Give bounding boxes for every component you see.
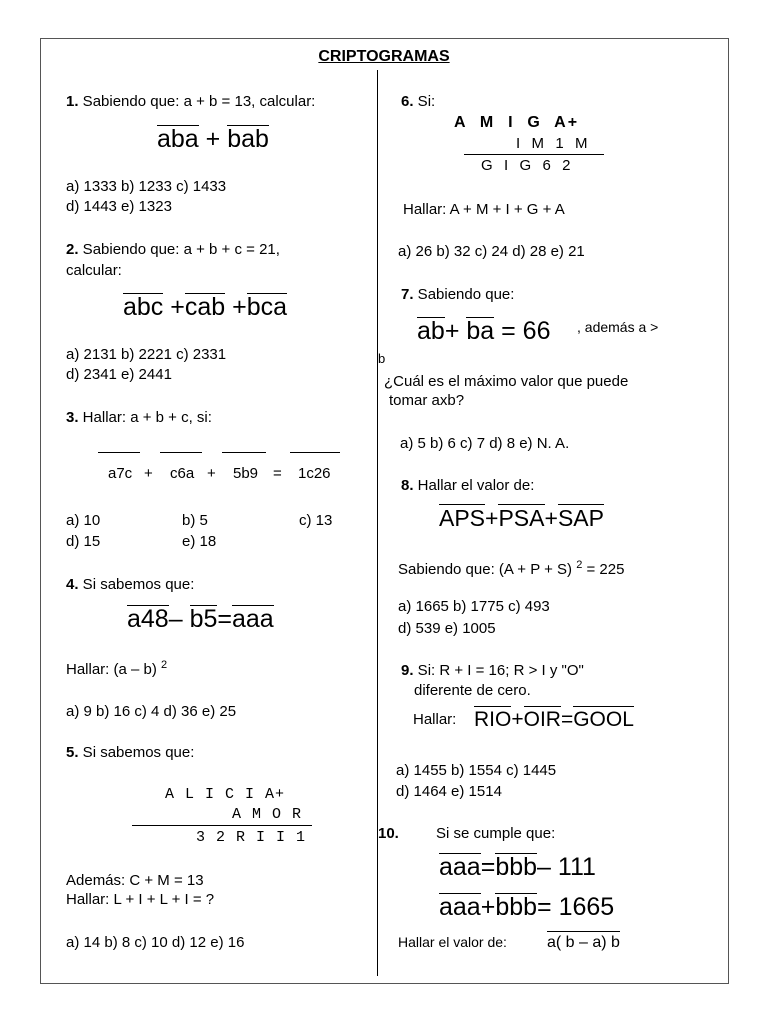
problem-2-options-row-1: a) 2131 b) 2221 c) 2331: [66, 346, 227, 363]
problem-4-statement: 4. Si sabemos que:: [66, 576, 195, 593]
problem-4-expression: a48– b5=aaa: [127, 605, 274, 633]
problem-10-statement: Si se cumple que:: [436, 825, 556, 842]
problem-6-statement: 6. Si:: [401, 93, 436, 110]
problem-7-options: a) 5 b) 6 c) 7 d) 8 e) N. A.: [400, 435, 570, 452]
problem-9-options-row-1: a) 1455 b) 1554 c) 1445: [396, 762, 557, 779]
problem-1-statement: 1. Sabiendo que: a + b = 13, calcular:: [66, 93, 316, 110]
problem-8-given: Sabiendo que: (A + P + S) $^2$ = 225: [398, 559, 625, 578]
problem-8-statement: 8. Hallar el valor de:: [401, 477, 535, 494]
problem-1-options-row-2: d) 1443 e) 1323: [66, 198, 172, 215]
problem-6-options: a) 26 b) 32 c) 24 d) 28 e) 21: [398, 243, 585, 260]
addition-result: 3 2 R I I 1: [196, 829, 307, 846]
problem-7-condition-cont: b: [378, 351, 386, 366]
problem-10-equation-1: aaa=bbb– 111: [439, 853, 596, 881]
problem-7-question-cont: tomar axb?: [389, 392, 465, 409]
problem-7-expression: ab+ ba = 66: [417, 317, 551, 345]
problem-10-equation-2: aaa+bbb= 1665: [439, 893, 615, 921]
problem-8-options-row-1: a) 1665 b) 1775 c) 493: [398, 598, 550, 615]
problem-8-expression: APS+PSA+SAP: [439, 505, 604, 531]
problem-2-options-row-2: d) 2341 e) 2441: [66, 366, 172, 383]
problem-7-statement: 7. Sabiendo que:: [401, 286, 515, 303]
sum-line: [132, 825, 312, 826]
addition-row-2: A M O R: [232, 806, 303, 823]
problem-3-term-4: 1c26: [298, 465, 331, 482]
problem-5-find: Hallar: L + I + L + I = ?: [66, 891, 215, 908]
problem-9-statement-cont: diferente de cero.: [414, 682, 531, 699]
problem-7-condition: , además a >: [577, 319, 659, 335]
problem-5-statement: 5. Si sabemos que:: [66, 744, 195, 761]
page-title: CRIPTOGRAMAS: [318, 48, 450, 65]
problem-4-options: a) 9 b) 16 c) 4 d) 36 e) 25: [66, 703, 237, 720]
problem-6-find: Hallar: A + M + I + G + A: [403, 201, 565, 218]
addition-row-1: A L I C I A+: [165, 786, 286, 803]
option-d: d) 15: [66, 533, 101, 550]
addition-result: G I G 6 2: [481, 157, 572, 174]
overline-5b9: [222, 452, 266, 453]
problem-5-given: Además: C + M = 13: [66, 872, 204, 889]
addition-row-2: I M 1 M: [516, 135, 589, 152]
plus-sign: +: [207, 465, 216, 482]
overline-a7c: [98, 452, 140, 453]
problem-1-expression: aba + bab: [157, 125, 269, 153]
problem-5-options: a) 14 b) 8 c) 10 d) 12 e) 16: [66, 934, 245, 951]
problem-9-options-row-2: d) 1464 e) 1514: [396, 783, 502, 800]
overline-1c26: [290, 452, 340, 453]
option-e: e) 18: [182, 533, 217, 550]
problem-4-find: Hallar: (a – b) $^2$: [66, 659, 168, 678]
problem-9-statement: 9. Si: R + I = 16; R > I y "O": [401, 662, 584, 679]
problem-3-term-2: c6a: [170, 465, 195, 482]
problem-8-options-row-2: d) 539 e) 1005: [398, 620, 496, 637]
option-a: a) 10: [66, 512, 101, 529]
problem-2-statement-cont: calcular:: [66, 262, 122, 279]
problem-10-find-label: Hallar el valor de:: [398, 934, 507, 950]
addition-row-1: A M I G A+: [454, 114, 580, 131]
problem-3-term-1: a7c: [108, 465, 133, 482]
problem-9-find-label: Hallar:: [413, 711, 457, 728]
equals-sign: =: [273, 465, 282, 482]
problem-2-statement: 2. Sabiendo que: a + b + c = 21,: [66, 241, 280, 258]
problem-3-term-3: 5b9: [233, 465, 259, 482]
problem-10-find-expression: a( b – a) b: [547, 931, 620, 953]
plus-sign: +: [144, 465, 153, 482]
overline-c6a: [160, 452, 202, 453]
problem-3-statement: 3. Hallar: a + b + c, si:: [66, 409, 212, 426]
problem-10-number: 10.: [378, 825, 399, 842]
problem-7-question: ¿Cuál es el máximo valor que puede: [384, 373, 629, 390]
problem-9-expression: RIO+OIR=GOOL: [474, 708, 634, 731]
option-b: b) 5: [182, 512, 208, 529]
sum-line: [464, 154, 604, 155]
problem-2-expression: abc +cab +bca: [123, 293, 288, 321]
problem-1-options-row-1: a) 1333 b) 1233 c) 1433: [66, 178, 227, 195]
option-c: c) 13: [299, 512, 333, 529]
